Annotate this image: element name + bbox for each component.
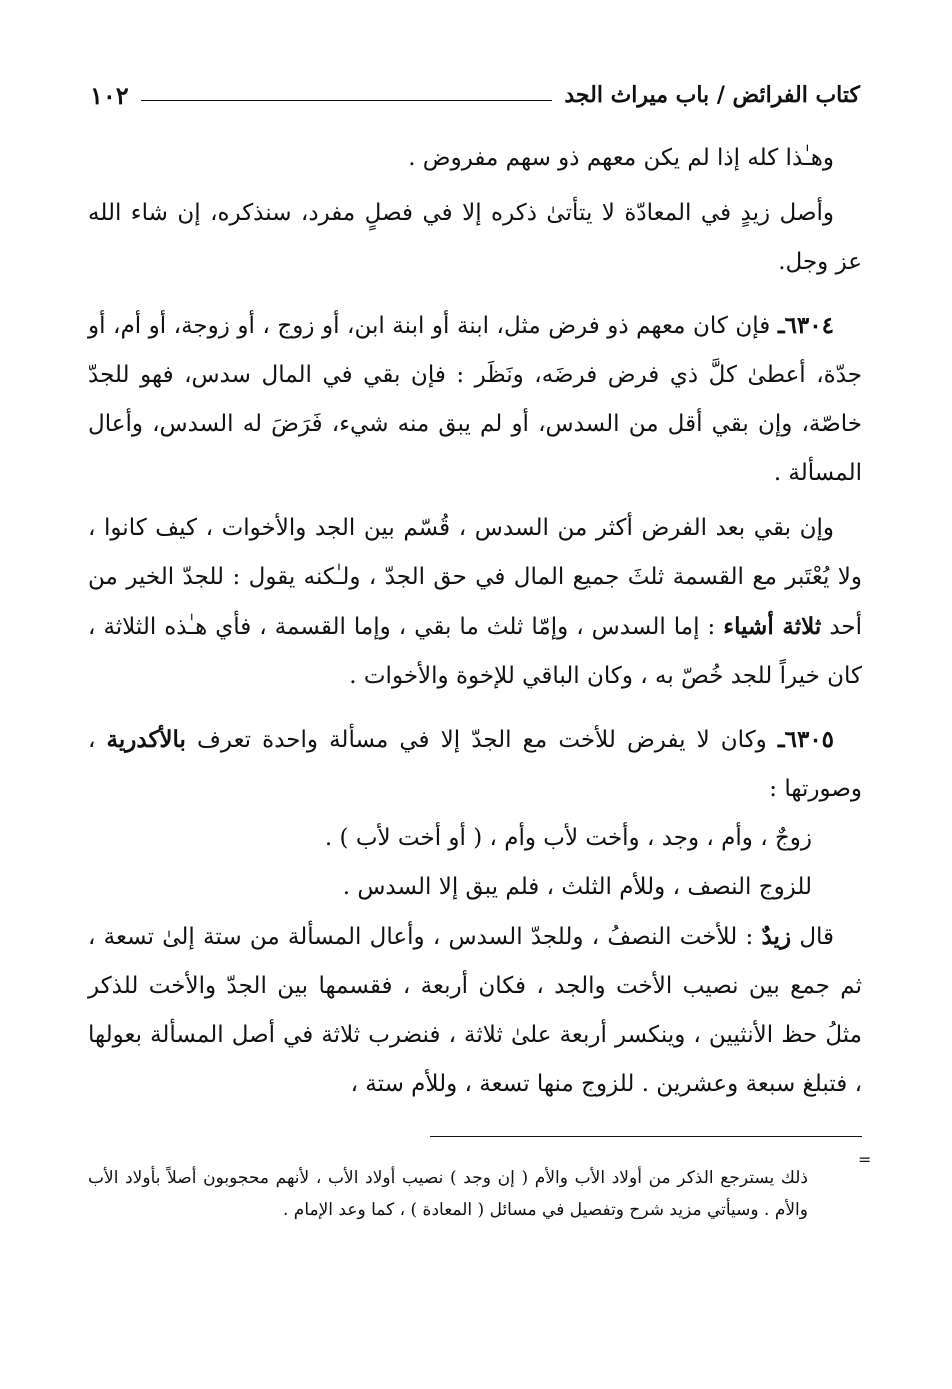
bold-name: زيدٌ (761, 923, 792, 950)
main-text (88, 134, 862, 1109)
paragraph-1: وهـٰذا كله إذا لم يكن معهم ذو سهم مفروض . (408, 145, 834, 171)
paragraph-number: ٦٣٠٥ـ (777, 726, 835, 753)
bold-term: بالأكدرية (106, 726, 186, 753)
paragraph-number: ٦٣٠٤ـ (777, 312, 834, 339)
running-title: كتاب الفرائض / باب ميراث الجد (564, 82, 860, 108)
bold-phrase: ثلاثة أشياء (723, 613, 822, 640)
footnote-continuation-marker: = (858, 1150, 872, 1169)
paragraph-4 (88, 504, 862, 701)
paragraph-text: : للأخت النصفُ ، وللجدّ السدس ، وأعال المسألة من ستة إلىٰ تسعة ، ثم جمع بين نصيب الأخت والجد ، فكان أربعة ، فقسمها بين الجدّ والأخت للذكر مثلُ حظ الأنثيين ، وينكسر أربعة علىٰ ثلاثة ، فنضرب ثلاثة في أصل المسألة بعولها ، فتبلغ سبعة وعشرين . للزوج منها تسعة ، وللأم ستة ، (88, 924, 862, 1097)
paragraph-text: ، وصورتها : (88, 727, 862, 802)
paragraph-zayd (88, 912, 862, 1109)
footnote-rule (430, 1136, 862, 1137)
paragraph-text: فإن كان معهم ذو فرض مثل، ابنة أو ابنة ابن، أو زوج ، أو زوجة، أو أم، أو جدّة، أعطىٰ كلَّ ذي فرض فرضَه، ونَظَر : فإن بقي في المال سدس، فهو للجدّ خاصّة، وإن بقي أقل من السدس، أو لم يبق منه شيء، فَرَضَ له السدس، وأعال المسألة . (88, 313, 862, 486)
paragraph-2: وأصل زيدٍ في المعادّة لا يتأتىٰ ذكره إلا في فصلٍ مفرد، سنذكره، إن شاء الله عز وجل. (88, 200, 862, 275)
paragraph-case: زوجٌ ، وأم ، وجد ، وأخت لأب وأم ، ( أو أخت لأب ) . (324, 825, 812, 851)
paragraph-text: وكان لا يفرض للأخت مع الجدّ إلا في مسألة واحدة تعرف (197, 727, 767, 753)
page-header (90, 78, 860, 112)
paragraph-text: وإن بقي بعد الفرض أكثر من السدس ، قُسّم بين الجد والأخوات ، كيف كانوا ، ولا يُعْتَبر مع القسمة ثلثَ جميع المال في حق الجدّ ، ولـٰكنه يقول : للجدّ الخير من أحد (88, 515, 863, 640)
paragraph-text: : إما السدس ، وإمّا ثلث ما بقي ، وإما القسمة ، فأي هـٰذه الثلاثة ، كان خيراً للجد خُصّ به ، وكان الباقي للإخوة والأخوات . (88, 614, 862, 689)
paragraph-text: قال (799, 924, 835, 950)
footnote-text: ذلك يسترجع الذكر من أولاد الأب والأم ( إن وجد ) نصيب أولاد الأب ، لأنهم محجوبون أصلاً بأولاد الأب والأم . وسيأتي مزيد شرح وتفصيل في مسائل ( المعادة ) ، كما وعد الإمام . (88, 1168, 808, 1220)
page-number: ١٠٢ (90, 80, 129, 110)
paragraph-6305 (88, 715, 862, 814)
paragraph-shares: للزوج النصف ، وللأم الثلث ، فلم يبق إلا السدس . (342, 874, 812, 900)
footnote (88, 1162, 808, 1226)
header-rule (141, 100, 553, 101)
paragraph-6304 (88, 301, 862, 498)
